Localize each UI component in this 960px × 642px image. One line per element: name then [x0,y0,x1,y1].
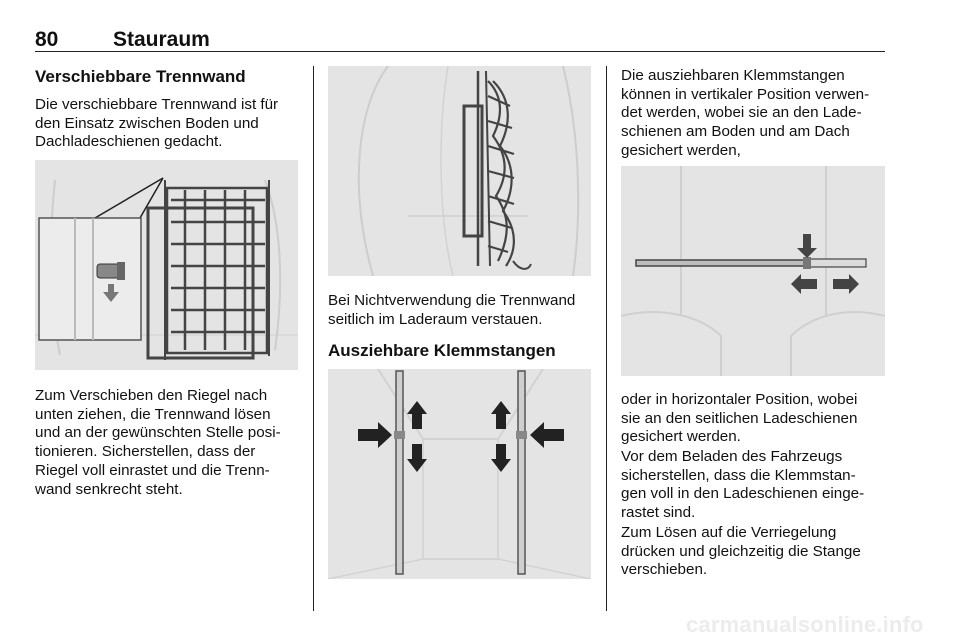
column-divider-2 [606,66,607,611]
watermark: carmanualsonline.info [686,612,924,637]
stow-caption [328,292,575,329]
text-line: Bei Nichtverwendung die Trennwand [328,292,576,309]
text-line: Die ausziehbaren Klemmstangen [621,67,845,84]
text-line: gesichert werden. [621,428,741,446]
text-line: Die verschiebbare Trennwand ist für [35,96,279,113]
text-line: Dachladeschienen gedacht. [35,133,223,151]
text-line: verschieben. [621,561,708,579]
text-line: unten ziehen, die Trennwand lösen [35,405,271,423]
column-divider-1 [313,66,314,611]
figure-partition-net [35,160,298,370]
page-number: 80 [35,28,59,51]
text-line: und an der gewünschten Stelle posi- [35,424,281,442]
text-line: schienen am Boden und am Dach [621,123,850,141]
text-line: Riegel voll einrastet und die Trenn- [35,461,270,479]
text-line: tionieren. Sicherstellen, dass der [35,443,256,461]
text-line: rastet sind. [621,504,696,522]
heading-ausziehbare-klemmstangen: Ausziehbare Klemmstangen [328,341,556,360]
intro-paragraph [35,96,278,152]
text-line: Vor dem Beladen des Fahrzeugs [621,448,843,465]
heading-verschiebbare-trennwand: Verschiebbare Trennwand [35,67,246,86]
text-line: können in vertikaler Position verwen- [621,85,870,103]
text-line: Zum Lösen auf die Verriegelung [621,524,837,541]
figure-vertical-bars [328,369,591,579]
text-line: seitlich im Laderaum verstauen. [328,310,543,328]
text-line: sicherstellen, dass die Klemmstan- [621,466,856,484]
release-text [621,524,861,580]
figure-horizontal-bar [621,166,885,376]
text-line: drücken und gleichzeitig die Stange [621,542,861,560]
text-line: det werden, wobei sie an den Lade- [621,104,862,122]
horizontal-position-text [621,391,857,447]
loading-check-text [621,448,864,523]
text-line: sie an den seitlichen Ladeschienen [621,409,858,427]
text-line: den Einsatz zwischen Boden und [35,114,259,132]
section-title: Stauraum [113,28,210,51]
text-line: oder in horizontaler Position, wobei [621,391,858,408]
vertical-position-text [621,67,869,161]
text-line: gesichert werden, [621,141,741,159]
header-rule [35,51,885,52]
text-line: wand senkrecht steht. [35,480,183,498]
figure-stowed-partition [328,66,591,276]
text-line: gen voll in den Ladeschienen einge- [621,485,865,503]
instructions-paragraph [35,387,281,499]
text-line: Zum Verschieben den Riegel nach [35,387,268,404]
